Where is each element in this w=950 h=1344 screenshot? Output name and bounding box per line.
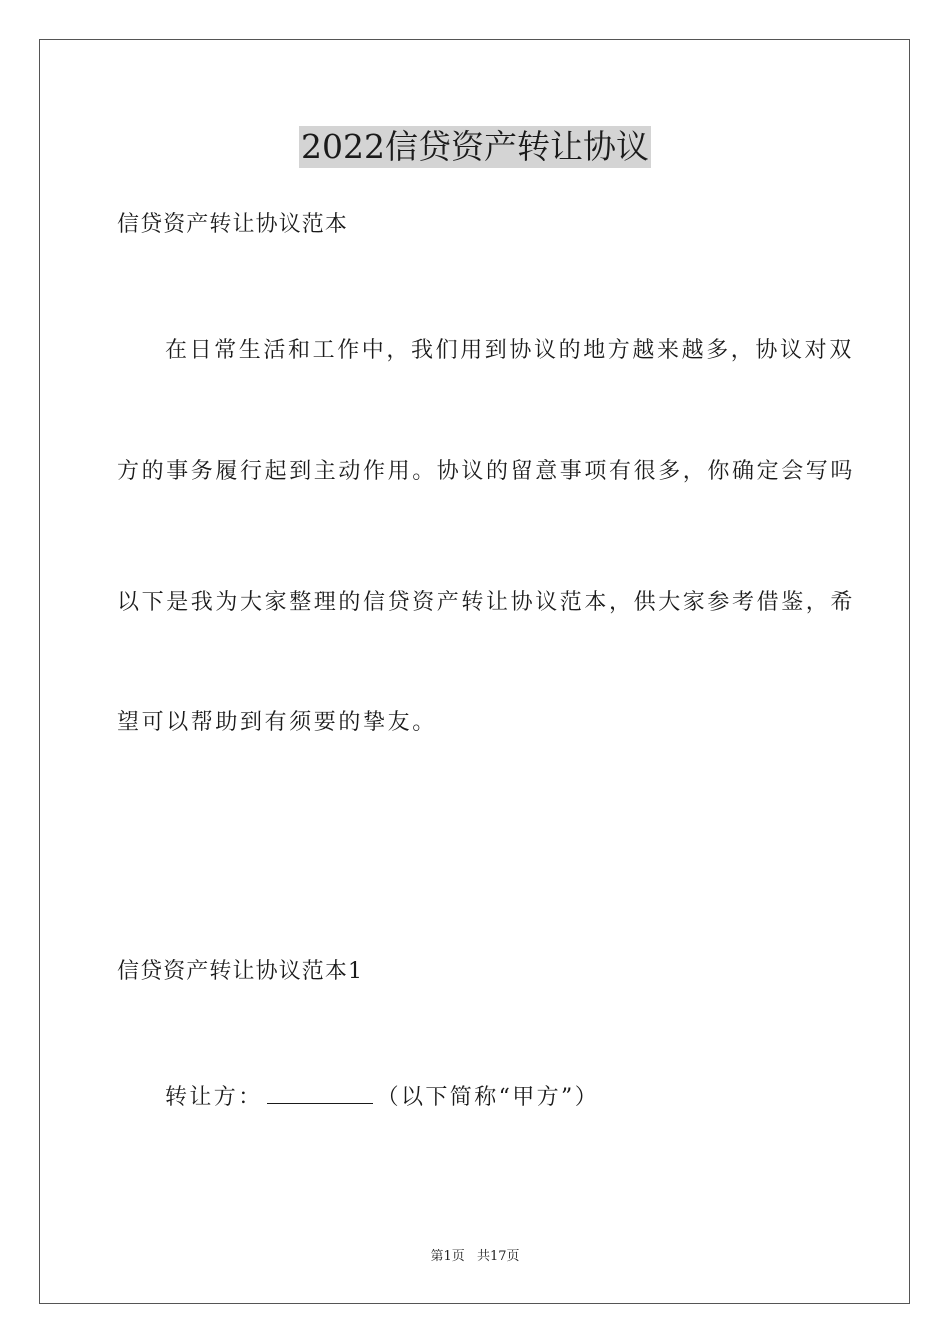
section-heading: 信贷资产转让协议范本1 (117, 959, 364, 984)
intro-line-2: 方的事务履行起到主动作用。协议的留意事项有很多，你确定会写吗 (117, 459, 856, 484)
intro-line-1: 在日常生活和工作中，我们用到协议的地方越来越多，协议对双 (165, 338, 854, 363)
page-number-current: 第1页 (430, 1249, 465, 1264)
page-footer (0, 1248, 950, 1266)
transferor-line (165, 1081, 599, 1113)
document-subtitle: 信贷资产转让协议范本 (117, 212, 349, 237)
document-title: 2022信贷资产转让协议 (301, 127, 649, 166)
intro-line-3: 以下是我为大家整理的信贷资产转让协议范本，供大家参考借鉴，希 (117, 590, 856, 615)
title-container (0, 126, 950, 168)
transferor-note: （以下简称“甲方”） (376, 1085, 600, 1110)
page-number-total: 共17页 (476, 1249, 520, 1264)
transferor-label: 转让方： (165, 1085, 263, 1110)
transferor-blank-field (267, 1081, 373, 1104)
intro-line-4: 望可以帮助到有须要的挚友。 (117, 710, 437, 735)
